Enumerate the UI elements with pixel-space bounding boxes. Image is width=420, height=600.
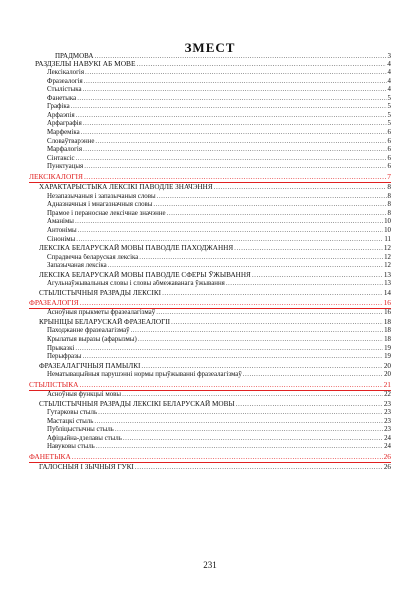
toc-entry-label: РАЗДЗЕЛЫ НАВУКІ АБ МОВЕ — [35, 60, 136, 69]
toc-section-entry — [29, 172, 391, 183]
toc-entry-label: Лексікалогія — [47, 68, 84, 76]
toc-leader-dots — [72, 452, 383, 462]
toc-entry — [29, 262, 391, 271]
toc-entry — [29, 210, 391, 219]
toc-entry-page: 6 — [387, 154, 391, 162]
toc-entry-page: 12 — [384, 253, 391, 261]
toc-entry — [29, 60, 391, 68]
toc-entry — [29, 120, 391, 129]
toc-entry-page: 24 — [384, 443, 391, 451]
toc-leader-dots — [94, 52, 386, 60]
toc-entry-label: Аманімы — [47, 218, 74, 226]
toc-leader-dots — [85, 69, 387, 78]
toc-entry — [29, 353, 391, 362]
toc-entry-page: 26 — [383, 463, 391, 471]
toc-entry — [29, 163, 391, 172]
toc-entry-page: 8 — [387, 209, 391, 217]
toc-leader-dots — [214, 183, 387, 193]
toc-entry-page: 13 — [384, 280, 391, 288]
toc-entry-page: 6 — [387, 163, 391, 171]
toc-entry-label: Запазычаная лексіка — [47, 262, 107, 270]
toc-leader-dots — [131, 327, 384, 336]
toc-entry-page: 18 — [384, 327, 391, 335]
toc-leader-dots — [76, 236, 383, 245]
toc-entry-label: Асноўныя прыкметы фразеалагізмаў — [47, 309, 156, 317]
toc-leader-dots — [78, 227, 383, 236]
toc-entry-label: СТЫЛІСТЫЧНЫЯ РАЗРАДЫ ЛЕКСІКІ БЕЛАРУСКАЙ МОВЫ — [39, 399, 235, 408]
toc-entry-page: 8 — [387, 183, 391, 192]
toc-leader-dots — [76, 112, 387, 121]
toc-entry-label: Спрадвечна беларуская лексіка — [47, 253, 139, 261]
toc-entry-label: Перыфразы — [47, 353, 82, 361]
toc-entry-label: ГАЛОСНЫЯ І ЗЫЧНЫЯ ГУКІ — [39, 463, 134, 471]
toc-leader-dots — [252, 271, 383, 281]
toc-entry-label: Графіка — [47, 103, 70, 111]
toc-entry-page: 26 — [383, 452, 391, 461]
toc-entry — [29, 69, 391, 78]
toc-entry — [29, 418, 391, 427]
toc-entry-page: 6 — [387, 146, 391, 154]
toc-leader-dots — [122, 391, 383, 400]
toc-entry-label: Адназначныя і мнагазначныя словы — [47, 201, 153, 209]
toc-leader-dots — [157, 193, 387, 202]
toc-entry — [29, 426, 391, 435]
toc-entry — [29, 318, 391, 328]
toc-entry — [29, 193, 391, 202]
toc-entry — [29, 289, 391, 299]
toc-entry — [29, 280, 391, 289]
toc-entry — [29, 309, 391, 318]
toc-leader-dots — [153, 201, 386, 210]
toc-entry-label: Антонімы — [47, 226, 77, 234]
toc-entry-page: 4 — [387, 86, 391, 94]
page-number: 231 — [203, 560, 217, 570]
toc-entry — [29, 112, 391, 121]
toc-entry-label: Марфеміка — [47, 129, 80, 137]
toc-leader-dots — [75, 218, 383, 227]
toc-entry-label: Афіцыйна-дзелавы стыль — [47, 434, 122, 442]
toc-entry-label: ЛЕКСІКА БЕЛАРУСКАЙ МОВЫ ПАВОДЛЕ СФЕРЫ ЎЖЫВАННЯ — [39, 270, 251, 279]
toc-leader-dots — [96, 443, 383, 452]
toc-entry-label: ХАРАКТАРЫСТЫКА ЛЕКСІКІ ПАВОДЛЕ ЗНАЧЭННЯ — [39, 183, 213, 192]
toc-entry — [29, 227, 391, 236]
toc-entry-label: ЛЕКСІКАЛОГІЯ — [29, 172, 83, 182]
toc-leader-dots — [162, 289, 383, 299]
toc-leader-dots — [80, 380, 383, 390]
toc-entry-page: 16 — [383, 298, 391, 308]
toc-entry-page: 20 — [384, 371, 391, 379]
toc-entry-page: 23 — [384, 409, 391, 417]
toc-entry — [29, 95, 391, 104]
toc-entry — [29, 78, 391, 87]
toc-entry-page: 8 — [387, 201, 391, 209]
toc-leader-dots — [156, 309, 383, 318]
toc-entry-page: 5 — [387, 120, 391, 128]
toc-entry-page: 8 — [387, 192, 391, 200]
toc-entry-page: 7 — [387, 172, 391, 182]
toc-entry-page: 13 — [383, 270, 391, 279]
toc-entry — [29, 236, 391, 245]
toc-leader-dots — [115, 426, 383, 435]
toc-entry-label: ФРАЗЕАЛАГІЧНЫЯ ПАМЫЛКІ — [39, 361, 141, 370]
toc-entry — [29, 218, 391, 227]
toc-entry-page: 23 — [384, 426, 391, 434]
toc-entry — [29, 336, 391, 345]
toc-entry — [29, 327, 391, 336]
toc-entry-label: ЛЕКСІКА БЕЛАРУСКАЙ МОВЫ ПАВОДЛЕ ПАХОДЖАННЯ — [39, 244, 234, 253]
toc-leader-dots — [83, 146, 387, 155]
toc-leader-dots — [75, 345, 383, 354]
toc-entry-label: Асноўныя функцыі мовы — [47, 390, 122, 398]
toc-leader-dots — [95, 138, 386, 147]
toc-entry-label: Фразеалогія — [47, 77, 83, 85]
toc-entry — [29, 400, 391, 410]
toc-leader-dots — [76, 155, 387, 164]
toc-entry-page: 4 — [387, 77, 391, 85]
toc-entry — [29, 463, 391, 473]
toc-entry-page: 5 — [387, 103, 391, 111]
toc-section-entry — [29, 298, 391, 309]
toc-entry — [29, 201, 391, 210]
toc-entry — [29, 254, 391, 263]
toc-entry-label: Фанетыка — [47, 94, 77, 102]
toc-entry-label: Крылатыя выразы (афарызмы) — [47, 336, 137, 344]
toc-entry-page: 23 — [383, 399, 391, 408]
toc-entry — [29, 371, 391, 380]
toc-entry-label: Публіцыстычны стыль — [47, 426, 114, 434]
toc-entry — [29, 52, 391, 60]
toc-entry — [29, 362, 391, 372]
toc-leader-dots — [83, 86, 387, 95]
toc-entry — [29, 146, 391, 155]
toc-leader-dots — [138, 336, 383, 345]
toc-entry-label: СТЫЛІСТЫКА — [29, 379, 79, 389]
toc-entry-page: 3 — [387, 52, 391, 60]
toc-leader-dots — [139, 254, 383, 263]
toc-entry-label: Пунктуацыя — [47, 163, 84, 171]
toc-leader-dots — [94, 418, 383, 427]
toc-entry-label: ПРАДМОВА — [55, 52, 94, 60]
toc-entry-label: Марфалогія — [47, 146, 83, 154]
toc-leader-dots — [226, 280, 383, 289]
toc-entry-page: 24 — [384, 434, 391, 442]
toc-entry — [29, 409, 391, 418]
toc-entry-label: КРЫНІЦЫ БЕЛАРУСКАЙ ФРАЗЕАЛОГІІ — [39, 317, 171, 326]
toc-entry — [29, 435, 391, 444]
table-of-contents — [29, 52, 391, 473]
toc-leader-dots — [81, 129, 387, 138]
toc-entry-label: Сінонімы — [47, 235, 76, 243]
toc-leader-dots — [98, 409, 383, 418]
toc-entry-page: 20 — [383, 361, 391, 370]
toc-entry-page: 4 — [387, 60, 391, 69]
toc-leader-dots — [83, 120, 387, 129]
toc-leader-dots — [84, 78, 387, 87]
toc-entry-page: 10 — [384, 226, 391, 234]
toc-entry-label: Прамое і пераноснае лексічнае значэнне — [47, 209, 166, 217]
toc-entry-page: 12 — [383, 244, 391, 253]
toc-entry-page: 6 — [387, 137, 391, 145]
toc-entry-page: 4 — [387, 68, 391, 76]
page-title: ЗМЕСТ — [184, 40, 236, 55]
toc-entry-label: Арфаграфія — [47, 120, 82, 128]
toc-section-entry — [29, 452, 391, 463]
toc-leader-dots — [80, 298, 383, 308]
toc-entry-label: Арфаэпія — [47, 111, 75, 119]
toc-entry — [29, 86, 391, 95]
toc-entry-page: 6 — [387, 129, 391, 137]
toc-entry — [29, 183, 391, 193]
toc-entry-label: Сінтаксіс — [47, 154, 75, 162]
toc-leader-dots — [135, 463, 383, 473]
toc-leader-dots — [234, 244, 383, 254]
toc-entry — [29, 103, 391, 112]
toc-entry-label: Агульнаўжывальныя словы і словы абмежаванага ўжывання — [47, 280, 225, 288]
toc-entry-page: 22 — [384, 390, 391, 398]
toc-leader-dots — [77, 95, 386, 104]
toc-entry-page: 21 — [383, 379, 391, 389]
toc-leader-dots — [171, 318, 383, 328]
toc-entry-label: Навуковы стыль — [47, 443, 95, 451]
toc-entry-page: 23 — [384, 417, 391, 425]
toc-entry — [29, 345, 391, 354]
toc-entry-page: 14 — [383, 288, 391, 297]
toc-leader-dots — [243, 371, 383, 380]
toc-leader-dots — [108, 262, 383, 271]
toc-entry-page: 11 — [384, 235, 391, 243]
toc-leader-dots — [82, 353, 383, 362]
toc-entry-label: Мастацкі стыль — [47, 417, 94, 425]
toc-entry-label: Стылістыка — [47, 86, 82, 94]
toc-entry-label: СТЫЛІСТЫЧНЫЯ РАЗРАДЫ ЛЕКСІКІ — [39, 288, 162, 297]
toc-entry — [29, 155, 391, 164]
toc-entry-label: Паходжанне фразеалагізмаў — [47, 327, 130, 335]
toc-section-entry — [29, 380, 391, 391]
toc-entry-label: Незапазычаныя і запазычаныя словы — [47, 192, 156, 200]
toc-entry-label: ФАНЕТЫКА — [29, 452, 71, 461]
toc-entry — [29, 138, 391, 147]
toc-entry-label: Нематывацыйныя парушэнні нормы прыўжыванні фразеалагізмаў — [47, 371, 242, 379]
toc-leader-dots — [71, 103, 387, 112]
toc-entry-page: 5 — [387, 94, 391, 102]
toc-leader-dots — [136, 60, 386, 68]
toc-entry-page: 5 — [387, 111, 391, 119]
toc-entry — [29, 244, 391, 254]
toc-entry-label: Прыказкі — [47, 344, 75, 352]
toc-entry-page: 18 — [383, 317, 391, 326]
toc-entry-label: Словаўтварэнне — [47, 137, 95, 145]
toc-leader-dots — [84, 163, 386, 172]
toc-leader-dots — [236, 400, 383, 410]
toc-leader-dots — [123, 435, 383, 444]
toc-entry-page: 12 — [384, 262, 391, 270]
toc-leader-dots — [167, 210, 387, 219]
toc-entry-label: Гутарковы стыль — [47, 409, 98, 417]
toc-leader-dots — [84, 172, 386, 182]
toc-entry — [29, 129, 391, 138]
toc-leader-dots — [141, 362, 382, 372]
toc-entry-page: 19 — [384, 344, 391, 352]
toc-entry — [29, 271, 391, 281]
toc-entry-page: 16 — [384, 309, 391, 317]
toc-entry-page: 10 — [384, 218, 391, 226]
toc-entry — [29, 391, 391, 400]
toc-entry-page: 19 — [384, 353, 391, 361]
toc-entry — [29, 443, 391, 452]
toc-entry-page: 18 — [384, 336, 391, 344]
toc-entry-label: ФРАЗЕАЛОГІЯ — [29, 298, 79, 308]
